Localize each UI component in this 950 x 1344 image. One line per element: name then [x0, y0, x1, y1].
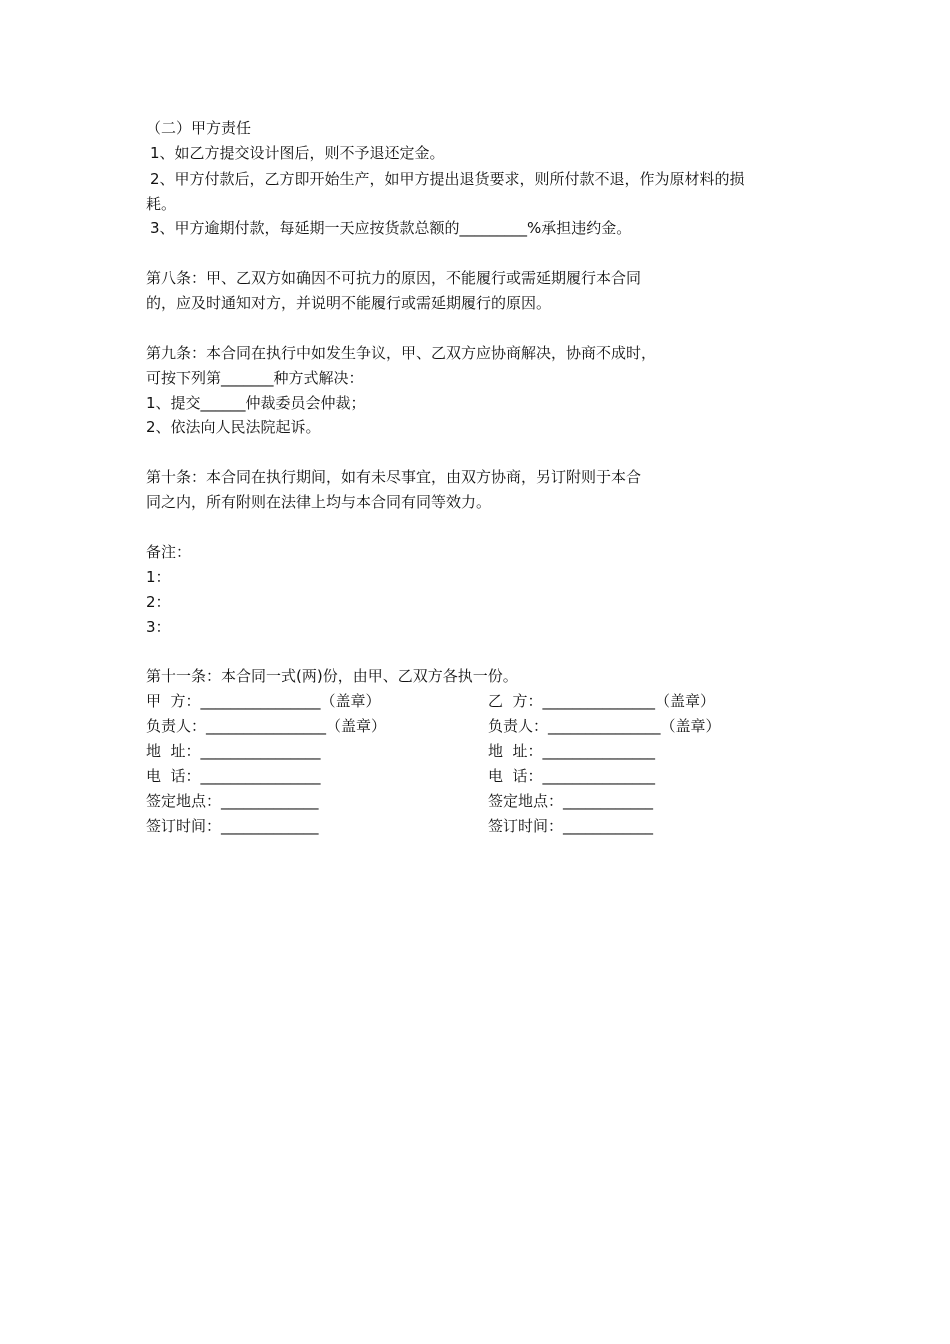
article-8-line-2: 的，应及时通知对方，并说明不能履行或需延期履行的原因。 [146, 294, 552, 312]
article-10-line-2: 同之内，所有附则在法律上均与本合同有同等效力。 [146, 493, 492, 511]
note-1: 1： [146, 568, 171, 586]
party-a-name: 甲 方：________________（盖章） [146, 692, 381, 710]
clause-item-2: 2、甲方付款后，乙方即开始生产，如甲方提出退货要求，则所付款不退，作为原材料的损 [150, 170, 745, 188]
article-11: 第十一条：本合同一式(两)份，由甲、乙双方各执一份。 [146, 667, 518, 685]
notes-label: 备注： [146, 543, 192, 561]
party-b-name: 乙 方：_______________（盖章） [488, 692, 716, 710]
party-a-person: 负责人：________________（盖章） [146, 717, 387, 735]
party-b-address: 地 址：_______________ [488, 742, 656, 760]
party-b-time: 签订时间：____________ [488, 817, 654, 835]
note-2: 2： [146, 593, 171, 611]
party-b-place: 签定地点：____________ [488, 792, 654, 810]
party-b-phone: 电 话：_______________ [488, 767, 656, 785]
party-a-time: 签订时间：_____________ [146, 817, 319, 835]
section-heading: （二）甲方责任 [146, 119, 252, 137]
article-10-line-1: 第十条：本合同在执行期间，如有未尽事宜，由双方协商，另订附则于本合 [146, 468, 642, 486]
article-9-line-1: 第九条：本合同在执行中如发生争议，甲、乙双方应协商解决，协商不成时， [146, 344, 657, 362]
clause-item-1: 1、如乙方提交设计图后，则不予退还定金。 [150, 144, 445, 162]
party-a-address: 地 址：________________ [146, 742, 321, 760]
party-a-place: 签定地点：_____________ [146, 792, 319, 810]
clause-item-3: 3、甲方逾期付款，每延期一天应按货款总额的_________%承担违约金。 [150, 219, 632, 237]
article-9-option-1: 1、提交______仲裁委员会仲裁； [146, 394, 366, 412]
article-9-option-2: 2、依法向人民法院起诉。 [146, 418, 321, 436]
note-3: 3： [146, 618, 171, 636]
article-9-line-2: 可按下列第_______种方式解决： [146, 369, 364, 387]
party-a-phone: 电 话：________________ [146, 767, 321, 785]
article-8-line-1: 第八条：甲、乙双方如确因不可抗力的原因，不能履行或需延期履行本合同 [146, 269, 642, 287]
party-b-person: 负责人：_______________（盖章） [488, 717, 721, 735]
clause-item-2-cont: 耗。 [146, 195, 177, 213]
